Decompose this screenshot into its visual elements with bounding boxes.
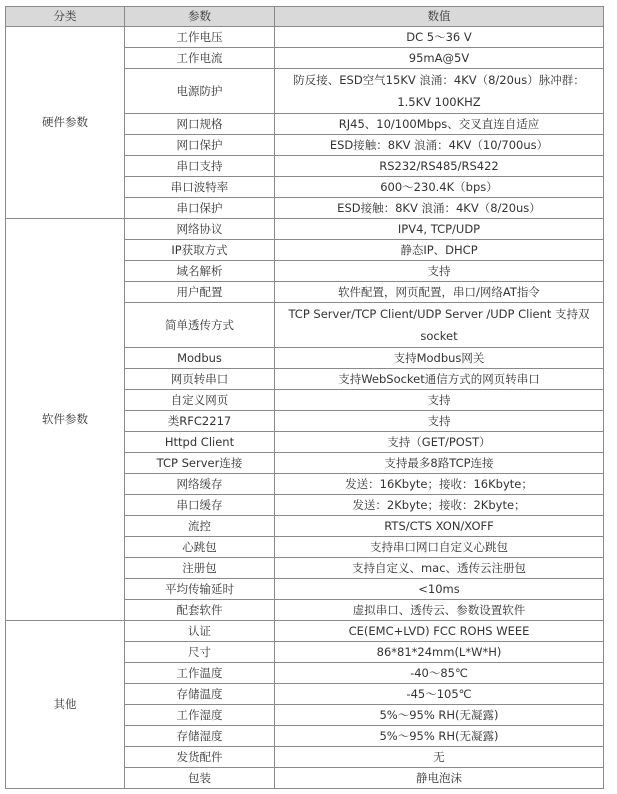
value-cell: 支持最多8路TCP连接 [275, 453, 604, 474]
param-cell: 网口规格 [125, 114, 275, 135]
param-cell: 包装 [125, 768, 275, 789]
value-cell: 支持WebSocket通信方式的网页转串口 [275, 369, 604, 390]
table-row [6, 27, 604, 48]
header-row [6, 7, 604, 27]
param-cell: 域名解析 [125, 261, 275, 282]
header-category: 分类 [6, 7, 125, 27]
param-cell: Modbus [125, 348, 275, 369]
param-cell: 工作湿度 [125, 705, 275, 726]
param-cell: 串口波特率 [125, 177, 275, 198]
param-cell: 发货配件 [125, 747, 275, 768]
value-cell: 支持串口网口自定义心跳包 [275, 537, 604, 558]
value-cell: 防反接、ESD空气15KV 浪涌：4KV（8/20us）脉冲群：1.5KV 100KHZ [275, 69, 604, 114]
value-cell: 发送：16Kbyte；接收：16Kbyte； [275, 474, 604, 495]
value-cell: RS232/RS485/RS422 [275, 156, 604, 177]
value-cell: 5%～95% RH(无凝露) [275, 726, 604, 747]
value-cell: DC 5～36 V [275, 27, 604, 48]
param-cell: 自定义网页 [125, 390, 275, 411]
category-cell: 软件参数 [6, 219, 125, 621]
param-cell: Httpd Client [125, 432, 275, 453]
param-cell: 流控 [125, 516, 275, 537]
param-cell: 尺寸 [125, 642, 275, 663]
value-cell: 支持 [275, 390, 604, 411]
value-cell: 静电泡沫 [275, 768, 604, 789]
value-cell: -40～85℃ [275, 663, 604, 684]
param-cell: 工作电压 [125, 27, 275, 48]
param-cell: 简单透传方式 [125, 303, 275, 348]
value-cell: 软件配置，网页配置，串口/网络AT指令 [275, 282, 604, 303]
header-param: 参数 [125, 7, 275, 27]
table-row [6, 621, 604, 642]
value-cell: <10ms [275, 579, 604, 600]
param-cell: 存储湿度 [125, 726, 275, 747]
value-cell: 静态IP、DHCP [275, 240, 604, 261]
param-cell: 工作温度 [125, 663, 275, 684]
value-cell: 支持（GET/POST） [275, 432, 604, 453]
param-cell: 网页转串口 [125, 369, 275, 390]
param-cell: 网络缓存 [125, 474, 275, 495]
param-cell: 电源防护 [125, 69, 275, 114]
param-cell: 串口缓存 [125, 495, 275, 516]
param-cell: 串口支持 [125, 156, 275, 177]
param-cell: IP获取方式 [125, 240, 275, 261]
value-cell: 发送：2Kbyte；接收：2Kbyte； [275, 495, 604, 516]
value-cell: ESD接触：8KV 浪涌：4KV（8/20us） [275, 198, 604, 219]
spec-table [5, 6, 604, 789]
category-cell: 硬件参数 [6, 27, 125, 219]
param-cell: TCP Server连接 [125, 453, 275, 474]
value-cell: 支持Modbus网关 [275, 348, 604, 369]
value-cell: 无 [275, 747, 604, 768]
category-cell: 其他 [6, 621, 125, 789]
table-row [6, 219, 604, 240]
param-cell: 心跳包 [125, 537, 275, 558]
header-value: 数值 [275, 7, 604, 27]
value-cell: 支持自定义、mac、透传云注册包 [275, 558, 604, 579]
param-cell: 串口保护 [125, 198, 275, 219]
param-cell: 用户配置 [125, 282, 275, 303]
param-cell: 认证 [125, 621, 275, 642]
param-cell: 注册包 [125, 558, 275, 579]
param-cell: 配套软件 [125, 600, 275, 621]
value-cell: 5%～95% RH(无凝露) [275, 705, 604, 726]
value-cell: IPV4, TCP/UDP [275, 219, 604, 240]
param-cell: 存储温度 [125, 684, 275, 705]
value-cell: TCP Server/TCP Client/UDP Server /UDP Client 支持双socket [275, 303, 604, 348]
param-cell: 网口保护 [125, 135, 275, 156]
value-cell: ESD接触：8KV 浪涌：4KV（10/700us） [275, 135, 604, 156]
value-cell: 支持 [275, 261, 604, 282]
param-cell: 平均传输延时 [125, 579, 275, 600]
spec-body [6, 27, 604, 789]
param-cell: 网络协议 [125, 219, 275, 240]
value-cell: CE(EMC+LVD) FCC ROHS WEEE [275, 621, 604, 642]
param-cell: 类RFC2217 [125, 411, 275, 432]
value-cell: 600～230.4K（bps） [275, 177, 604, 198]
value-cell: 虚拟串口、透传云、参数设置软件 [275, 600, 604, 621]
value-cell: RTS/CTS XON/XOFF [275, 516, 604, 537]
value-cell: 86*81*24mm(L*W*H) [275, 642, 604, 663]
value-cell: -45～105℃ [275, 684, 604, 705]
value-cell: RJ45、10/100Mbps、交叉直连自适应 [275, 114, 604, 135]
value-cell: 支持 [275, 411, 604, 432]
param-cell: 工作电流 [125, 48, 275, 69]
value-cell: 95mA@5V [275, 48, 604, 69]
